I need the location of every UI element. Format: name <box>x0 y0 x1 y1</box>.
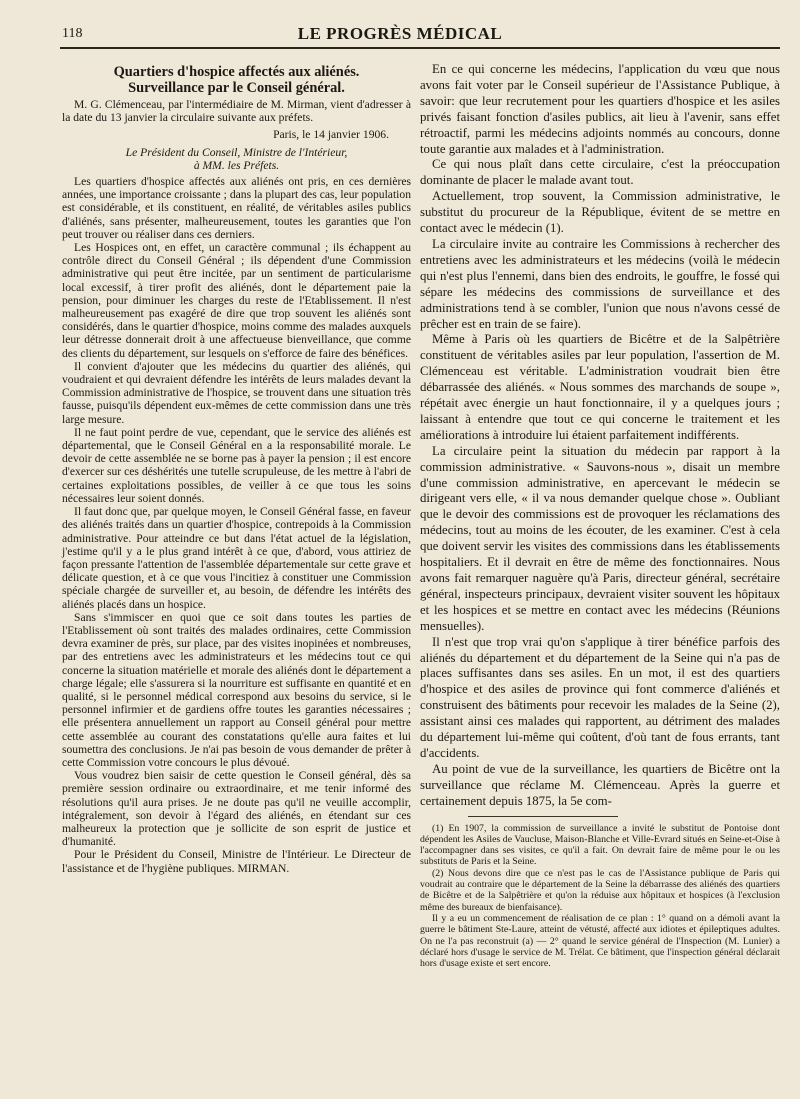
commentary-paragraph: La circulaire invite au contraire les Commissions à rechercher des entretiens avec les administrateurs et les médecins (voilà le médecin qui n'est plus l'ennemi, dans bien des endroits, le gouffre, le fossé qui sépare les médecins des commissions de surveillance et des administrations tend à se combler, l'union que nous n'avons cessé de prêcher est en train de se faire). <box>420 236 780 331</box>
footnote: (2) Nous devons dire que ce n'est pas le cas de l'Assistance publique de Paris qui voudrait au contraire que le département de la Seine la débarrasse des aliénés des quartiers de Bicêtre et de la Salpêtrière et qu'on la réduise aux hôpitaux et hospices (à l'exclusion même des bureaux de bienfaisance). <box>420 867 780 913</box>
circular-paragraph: Vous voudrez bien saisir de cette question le Conseil général, dès sa première session ordinaire ou extraordinaire, et me tenir informé des résolutions qu'il aura prises. Je ne doute pas qu'il ne veuille accomplir, intégralement, son devoir à l'égard des aliénés, en étendant sur ces malheureux la protection que je sollicite de son esprit de justice et d'humanité. <box>62 769 411 849</box>
commentary-paragraph: Au point de vue de la surveillance, les quartiers de Bicêtre ont la surveillance que réclame M. Clémenceau. Après la guerre et certainement depuis 1875, la 5e com- <box>420 761 780 808</box>
commentary-paragraph: Actuellement, trop souvent, la Commission administrative, le substitut du procureur de la République, évitent de se mettre en contact avec le médecin (1). <box>420 189 780 236</box>
article-title-line: Surveillance par le Conseil général. <box>128 80 345 96</box>
footnote: (1) En 1907, la commission de surveillance a invité le substitut de Pontoise dont dépendent les Asiles de Vaucluse, Maison-Blanche et Ville-Evrard situés en Seine-et-Oise à l'accompagner dans ses visites, ce qu'il a fait. On devrait faire de même pour le ou les substituts de Paris et la Seine. <box>420 822 780 868</box>
article-title <box>62 64 411 96</box>
page-number: 118 <box>62 26 83 41</box>
footnote-divider <box>468 816 618 817</box>
article-title-line: Quartiers d'hospice affectés aux aliénés. <box>113 64 360 80</box>
addressee-line: à MM. les Préfets. <box>193 158 280 172</box>
circular-paragraph: Les quartiers d'hospice affectés aux aliénés ont pris, en ces dernières années, une importance croissante ; dans la plupart des cas, leur population est considérable, et ils constituent, en réalité, de véritables asiles publics d'aliénés, sans présenter, malheureusement, toutes les garanties que l'on peut trouver ou réaliser dans ces derniers. <box>62 175 411 241</box>
commentary-paragraph: La circulaire peint la situation du médecin par rapport à la commission administrative. « Sauvons-nous », disait un membre d'une commission administrative, en apercevant le médecin se dirigeant vers elle, « il va nous demander quelque chose ». Oubliant que le devoir des commissions est de provoquer les réclamations des médecins, tout au moins de les écouter, de les examiner. C'est à cela que doivent servir les visites des commissions dans les établissements hospitaliers. Et il devrait en être de même des fonctionnaires. Nous avons fait remarquer naguère qu'à Paris, directeur général, secrétaire général, inspecteurs principaux, devraient visiter souvent les hôpitaux et les hospices et se mettre en contact avec les médecins (Réunions mensuelles). <box>420 443 780 633</box>
circular-paragraph: Il convient d'ajouter que les médecins du quartier des aliénés, qui voudraient et qui devraient défendre les intérêts de leurs malades devant la Commission administrative de l'hospice, se trouvent dans une situation très fausse, puisqu'ils dépendent eux-mêmes de cette commission dans une très large mesure. <box>62 359 411 426</box>
circular-paragraph: Il faut donc que, par quelque moyen, le Conseil Général fasse, en faveur des aliénés traités dans un quartier d'hospice, contrepoids à la Commission administrative. Pour atteindre ce but dans l'état actuel de la législation, j'estime qu'il y a le plus grand intérêt à ce que, d'abord, vous attiriez de façon pressante l'attention de l'assemblée départementale sur cette grave et délicate question, et à ce que vous l'incitiez à constituer une Commission spéciale chargée de surveiller et, au besoin, de défendre les intérêts des aliénés placés dans un hospice. <box>62 505 411 611</box>
footnote: Il y a eu un commencement de réalisation de ce plan : 1° quand on a démoli avant la guerre le bâtiment Ste-Laure, atteint de vétusté, affecté aux idiotes et épileptiques adultes. On ne l'a pas reconstruit (a) — 2° quand le service général de l'Inspection (M. Lunier) a déclaré hors d'usage le service de M. Trélat. Ce bâtiment, que l'inspection général déclarait hors d'usage existe et sert encore. <box>420 912 780 970</box>
header-rule <box>60 47 780 49</box>
sender-line: Le Président du Conseil, Ministre de l'Intérieur, <box>125 145 348 159</box>
journal-title: LE PROGRÈS MÉDICAL <box>297 24 503 43</box>
circular-paragraph: Les Hospices ont, en effet, un caractère communal ; ils échappent au contrôle direct du Conseil Général ; ils dépendent d'une Commission administrative qui peut être incitée, par un sentiment de particularisme local excessif, à tirer profit des aliénés, dont le département paie la pension, pour diminuer les charges du reste de l'Etablissement. Il n'est malheureusement pas exagéré de dire que trop souvent les aliénés sont considérés, dans le quartier d'hospice, moins comme des malades auxquels leur détresse donnerait droit à une affectueuse bienveillance, que comme des clients du département, sur lesquels on s'efforce de faire des bénéfices. <box>62 241 411 360</box>
dateline: Paris, le 14 janvier 1906. <box>273 128 389 142</box>
running-head <box>0 0 800 52</box>
circular-paragraph: Il ne faut point perdre de vue, cependant, que le service des aliénés est départemental, que le Conseil Général en a la responsabilité morale. Le devoir de cette assemblée ne se borne pas à payer la pension ; il est encore d'exercer sur ces déshérités une tutelle scrupuleuse, de les mettre à l'abri de certaines exploitations possibles, de veiller à ce que tous les soins nécessaires leur soient donnés. <box>62 425 411 505</box>
intro-paragraph: M. G. Clémenceau, par l'intermédiaire de M. Mirman, vient d'adresser à la date du 13 janvier la circulaire suivante aux préfets. <box>62 98 411 125</box>
commentary-paragraph: Même à Paris où les quartiers de Bicêtre et de la Salpêtrière constituent de véritables asiles par leur population, l'assertion de M. Clémenceau est véritable. L'administration voudrait bien être débarrassée des aliénés. « Nous sommes des marchands de soupe », répétait avec énergie un haut fonctionnaire, il y a quelques jours ; laissant à entendre que tout ce qui concerne le traitement et les améliorations à introduire lui étaient parfaitement indifférents. <box>420 332 780 442</box>
circular-paragraph: Sans s'immiscer en quoi que ce soit dans toutes les parties de l'Etablissement où sont traités des malades ordinaires, cette Commission devra examiner de près, sur place, par des visites inopinées et nombreuses, par des entretiens avec les administrateurs et les médecins tout ce qui concerne la situation matérielle et morale des aliénés dont le département a charge légale; elle s'assurera si la nourriture est suffisante en quantité et en qualité, si le personnel médical correspond aux besoins du service, si le personnel infirmier et de gardiens offre toutes les garanties nécessaires ; elle présentera annuellement un rapport au Conseil général pour mettre cette assemblée au courant des constatations qu'elle aura faites et lui soumettra des conclusions. Je n'ai pas besoin de vous demander de prêter à cette Commission votre concours le plus dévoué. <box>62 610 411 769</box>
signature-paragraph: Pour le Président du Conseil, Ministre de l'Intérieur. Le Directeur de l'assistance et de l'hygiène publiques. MIRMAN. <box>62 848 411 875</box>
right-column <box>420 62 780 969</box>
commentary-paragraph: Ce qui nous plaît dans cette circulaire, c'est la préoccupation dominante de placer le malade avant tout. <box>420 157 780 188</box>
commentary-paragraph: Il n'est que trop vrai qu'on s'applique à tirer bénéfice parfois des aliénés du département et du département de la Seine qui n'a pas de places suffisantes dans ses asiles. En un mot, il est des quartiers d'hospice et des asiles de province qui font commerce d'aliénés et construisent des bâtiments pour recevoir les malades de la Seine (2), assistant ainsi ces malades qui rapportent, au détriment des malades du département lui-même qui coûtent, d'où tant de fous errants, tant d'accidents. <box>420 634 780 760</box>
left-column <box>62 62 411 875</box>
commentary-paragraph: En ce qui concerne les médecins, l'application du vœu que nous avons fait voter par le Conseil supérieur de l'Assistance Publique, à savoir: que leur recrutement pour les quartiers d'hospice et les asiles privés faisant fonction d'asiles publics, ait lieu à l'avenir, sans effet rétroactif, parmi les médecins adjoints nommés au concours, donne toute garantie aux malades et à l'administration. <box>420 62 780 156</box>
